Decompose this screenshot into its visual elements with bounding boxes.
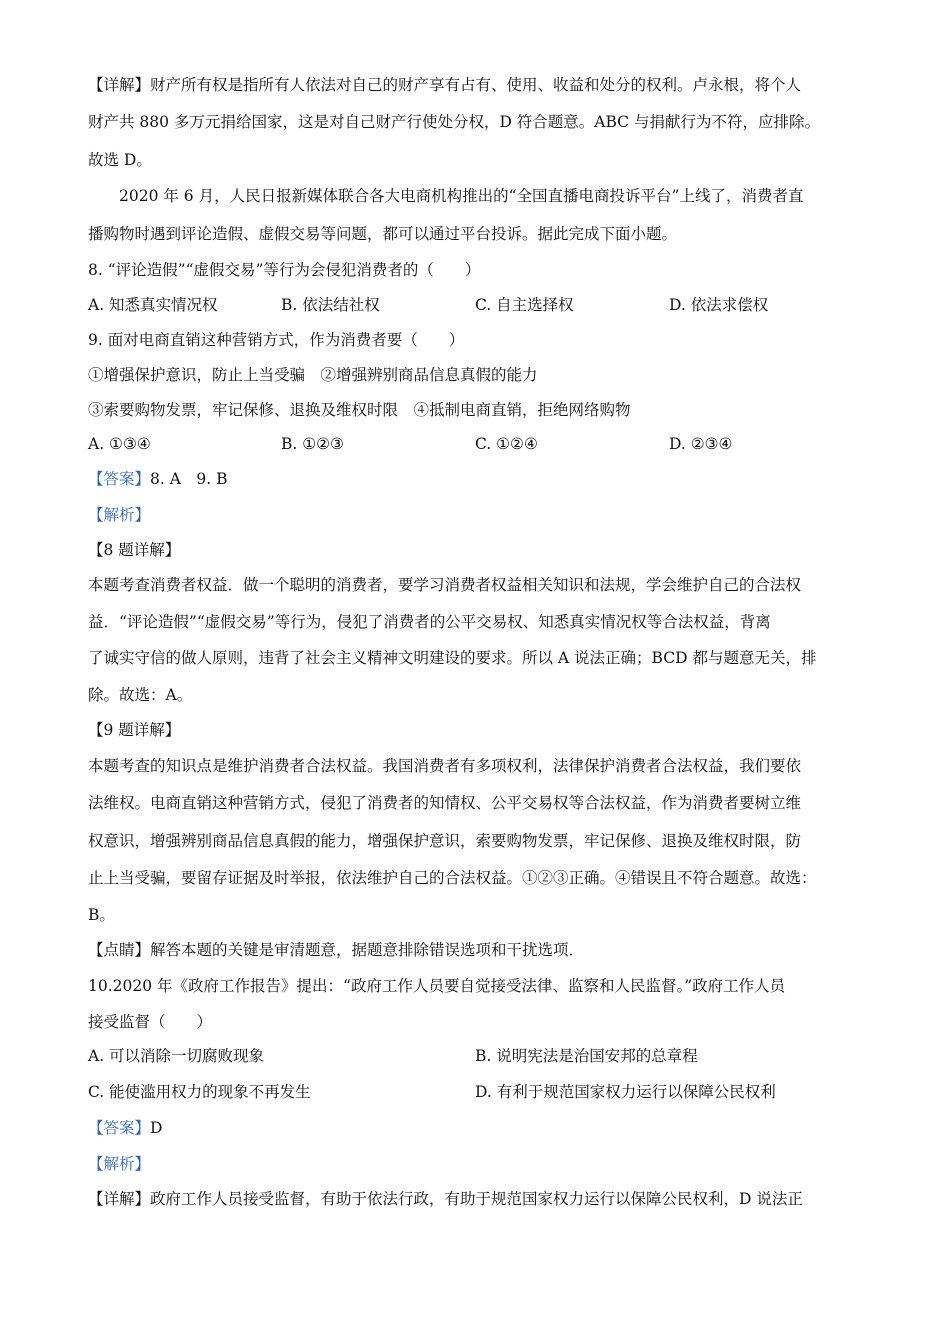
explanation-8-line-3: 了诚实守信的做人原则，违背了社会主义精神文明建设的要求。所以 A 说法正确；BCD 都与题意无关，排 (88, 649, 817, 667)
explanation-8-line-1: 本题考查消费者权益．做一个聪明的消费者，要学习消费者权益相关知识和法规，学会维护自己的合法权 (88, 576, 802, 594)
question-10-option-b: B. 说明宪法是治国安邦的总章程 (475, 1047, 698, 1065)
explanation-7-line-3: 故选 D。 (88, 151, 152, 169)
question-9-option-d: D. ②③④ (669, 435, 733, 453)
answer-8-9-row (88, 469, 228, 489)
question-9-option-b: B. ①②③ (281, 435, 344, 453)
question-9-statement-1: ①增强保护意识，防止上当受骗 ②增强辨别商品信息真假的能力 (88, 366, 538, 384)
answer-label: 【答案】 (88, 470, 151, 488)
question-10-option-c: C. 能使滥用权力的现象不再发生 (88, 1083, 311, 1101)
passage-line-2: 播购物时遇到评论造假、虚假交易等问题，都可以通过平台投诉。据此完成下面小题。 (88, 225, 678, 243)
explanation-8-line-4: 除。故选：A。 (88, 686, 193, 704)
passage-line-1: 2020 年 6 月，人民日报新媒体联合各大电商机构推出的“全国直播电商投诉平台”上线了，消费者直 (119, 187, 804, 205)
answer-8-9-text: 8. A 9. B (150, 470, 228, 488)
explanation-10-line-1: 【详解】政府工作人员接受监督，有助于依法行政，有助于规范国家权力运行以保障公民权利，D 说法正 (88, 1190, 803, 1208)
question-10-option-d: D. 有利于规范国家权力运行以保障公民权利 (475, 1083, 776, 1101)
question-10-stem-line-1: 10.2020 年《政府工作报告》提出：“政府工作人员要自觉接受法律、监察和人民监督。”政府工作人员 (88, 977, 786, 995)
answer-10-row (88, 1118, 162, 1138)
analysis-10-label: 【解析】 (88, 1155, 151, 1173)
question-9-statement-2: ③索要购物发票，牢记保修、退换及维权时限 ④抵制电商直销，拒绝网络购物 (88, 401, 631, 419)
question-8-option-a: A. 知悉真实情况权 (88, 296, 218, 314)
question-8-option-b: B. 依法结社权 (281, 296, 380, 314)
question-10-option-a: A. 可以消除一切腐败现象 (88, 1047, 265, 1065)
question-8-stem: 8. “评论造假”“虚假交易”等行为会侵犯消费者的（ ） (88, 261, 481, 279)
explanation-7-line-2: 财产共 880 多万元捐给国家，这是对自己财产行使处分权，D 符合题意。ABC 与捐献行为不符，应排除。 (88, 113, 820, 131)
explanation-9-line-2: 法维权。电商直销这种营销方式，侵犯了消费者的知情权、公平交易权等合法权益，作为消费者要树立维 (88, 794, 802, 812)
explanation-7-line-1: 【详解】财产所有权是指所有人依法对自己的财产享有占有、使用、收益和处分的权利。卢永根，将个人 (88, 76, 802, 94)
question-10-stem-line-2: 接受监督（ ） (88, 1013, 213, 1031)
explanation-9-heading: 【9 题详解】 (88, 721, 181, 739)
explanation-9-line-3: 权意识，增强辨别商品信息真假的能力，增强保护意识，索要购物发票，牢记保修、退换及维权时限，防 (88, 832, 802, 850)
question-9-stem: 9. 面对电商直销这种营销方式，作为消费者要（ ） (88, 331, 465, 349)
answer-10-text: D (150, 1119, 163, 1137)
analysis-label: 【解析】 (88, 506, 151, 524)
question-9-option-a: A. ①③④ (88, 435, 151, 453)
explanation-9-line-1: 本题考查的知识点是维护消费者合法权益。我国消费者有多项权利，法律保护消费者合法权益，我们要依 (88, 757, 802, 775)
question-9-option-c: C. ①②④ (475, 435, 538, 453)
explanation-8-heading: 【8 题详解】 (88, 541, 181, 559)
key-point-line: 【点睛】解答本题的关键是审清题意，据题意排除错误选项和干扰选项． (88, 941, 585, 959)
explanation-9-line-4: 止上当受骗，要留存证据及时举报，依法维护自己的合法权益。①②③正确。④错误且不符合题意。故选： (88, 869, 817, 887)
explanation-8-line-2: 益．“评论造假”“虚假交易”等行为，侵犯了消费者的公平交易权、知悉真实情况权等合法权益，背离 (88, 613, 771, 631)
question-8-option-d: D. 依法求偿权 (669, 296, 769, 314)
answer-10-label: 【答案】 (88, 1119, 151, 1137)
question-8-option-c: C. 自主选择权 (475, 296, 574, 314)
explanation-9-line-5: B。 (88, 906, 115, 924)
